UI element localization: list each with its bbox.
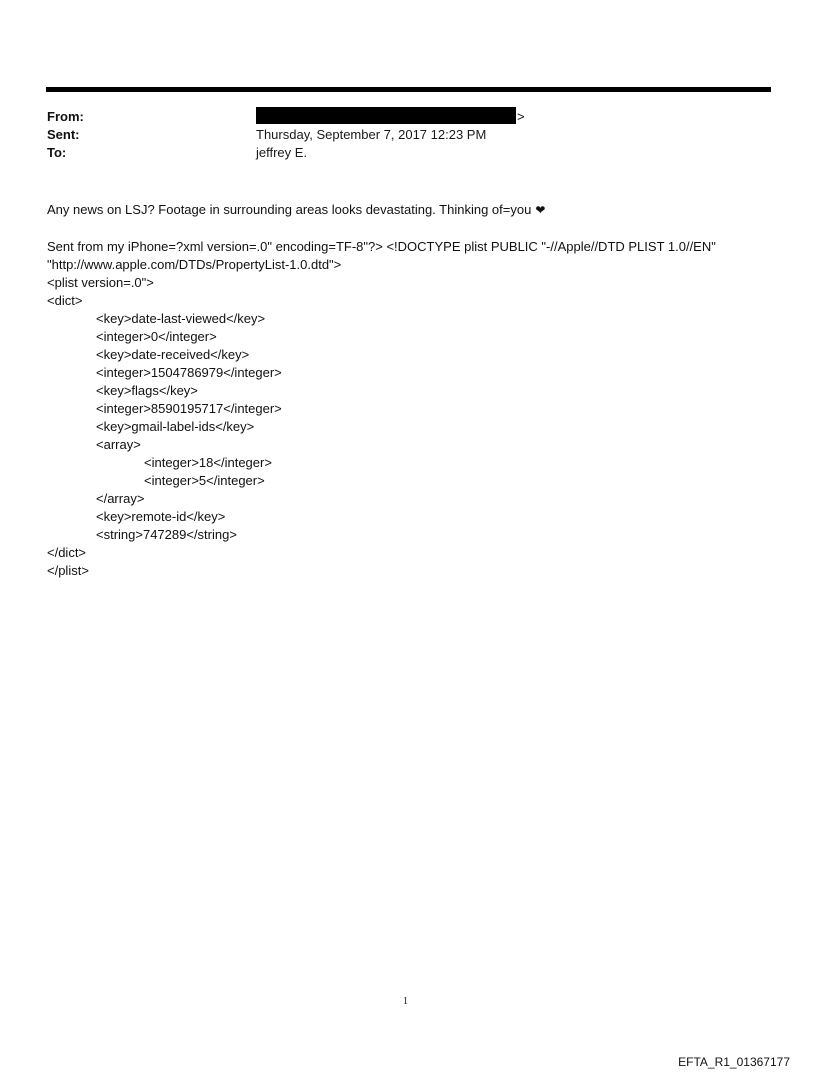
plist-line: </array>	[96, 491, 145, 506]
plist-line: <integer>18</integer>	[144, 455, 272, 470]
document-id: EFTA_R1_01367177	[678, 1055, 790, 1069]
heart-icon: ❤	[535, 203, 546, 217]
sent-value: Thursday, September 7, 2017 12:23 PM	[256, 127, 487, 142]
plist-line: <key>date-received</key>	[96, 347, 250, 362]
message-line-1	[47, 201, 545, 219]
plist-line: <key>remote-id</key>	[96, 509, 226, 524]
plist-line: <dict>	[47, 293, 83, 308]
redacted-sender	[256, 107, 516, 124]
to-label: To:	[47, 145, 67, 160]
plist-line: <key>gmail-label-ids</key>	[96, 419, 255, 434]
plist-line: <key>flags</key>	[96, 383, 198, 398]
to-value: jeffrey E.	[256, 145, 308, 160]
plist-line: <integer>5</integer>	[144, 473, 265, 488]
plist-line: </plist>	[47, 563, 89, 578]
message-line-2: Sent from my iPhone=?xml version=.0" encoding=TF-8"?> <!DOCTYPE plist PUBLIC "-//Apple//DTD PLIST 1.0//EN"	[47, 239, 716, 254]
plist-line: <integer>1504786979</integer>	[96, 365, 282, 380]
page-number: 1	[403, 996, 408, 1007]
header-rule	[46, 87, 771, 92]
plist-line: </dict>	[47, 545, 87, 560]
from-tail: >	[517, 109, 525, 124]
message-text: Any news on LSJ? Footage in surrounding areas looks devastating. Thinking of=you	[47, 202, 532, 217]
plist-line: <plist version=.0">	[47, 275, 154, 290]
plist-line: <string>747289</string>	[96, 527, 237, 542]
plist-block	[47, 274, 282, 580]
message-line-3: "http://www.apple.com/DTDs/PropertyList-1.0.dtd">	[47, 257, 342, 272]
plist-line: <array>	[96, 437, 141, 452]
from-label: From:	[47, 109, 84, 124]
plist-line: <key>date-last-viewed</key>	[96, 311, 266, 326]
sent-label: Sent:	[47, 127, 80, 142]
plist-line: <integer>8590195717</integer>	[96, 401, 282, 416]
plist-line: <integer>0</integer>	[96, 329, 217, 344]
